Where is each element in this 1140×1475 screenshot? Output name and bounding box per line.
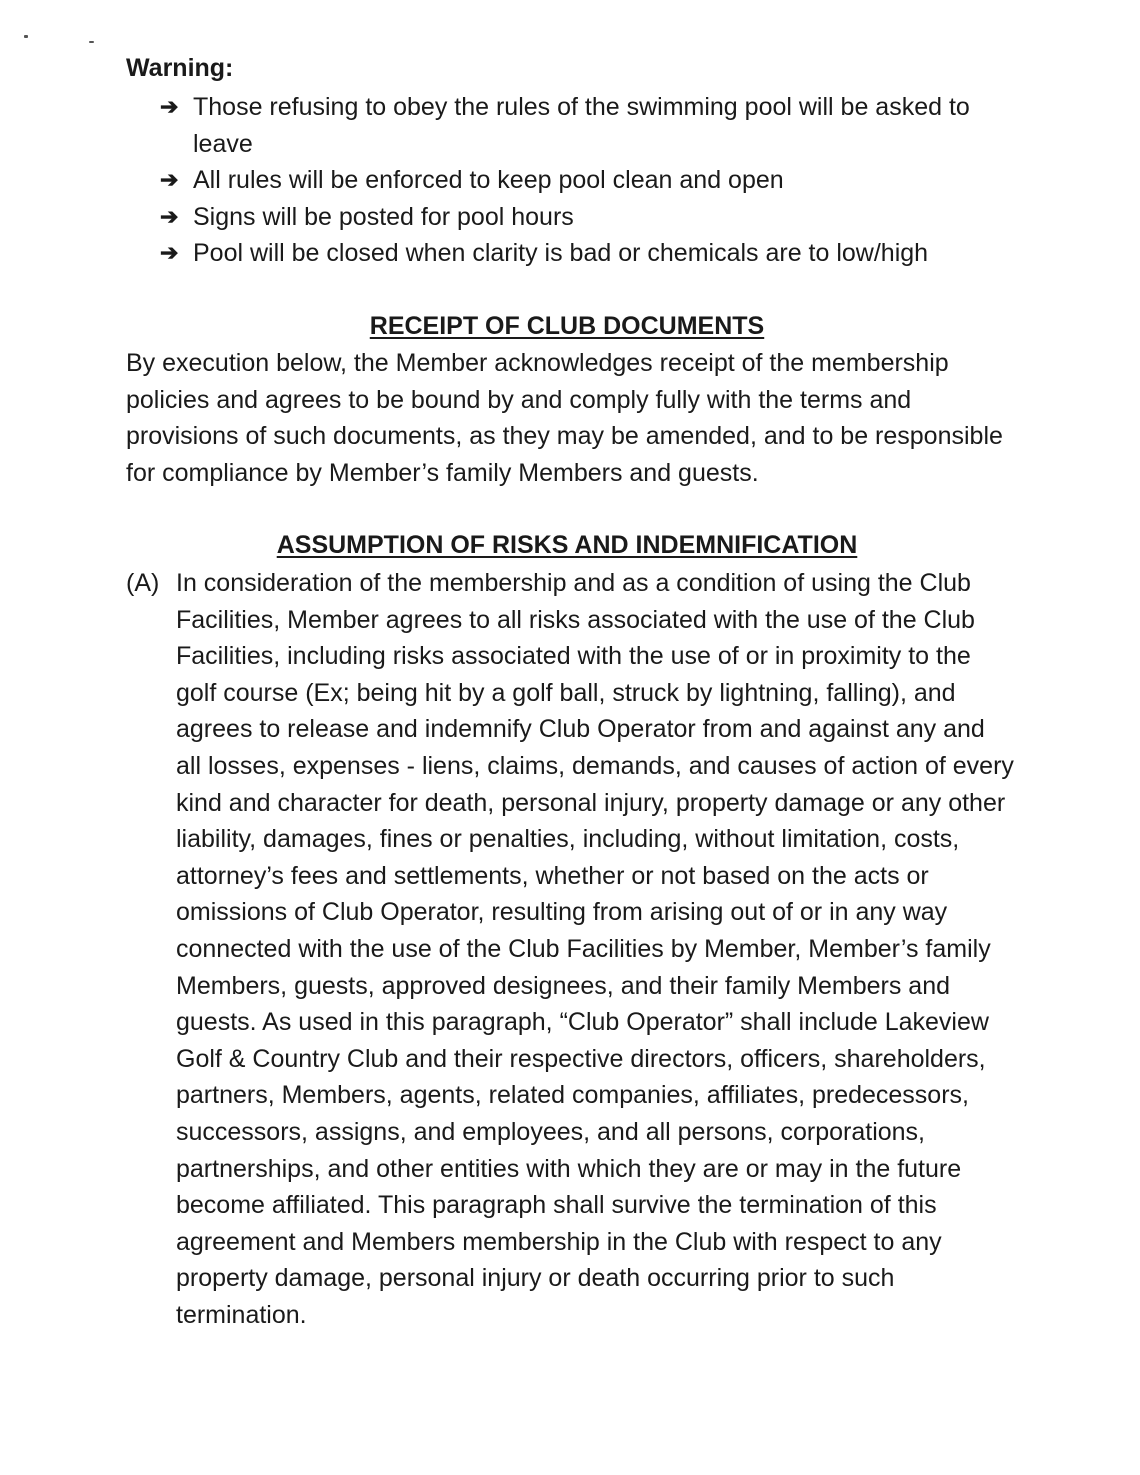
right-arrow-icon: ➔ xyxy=(160,203,179,229)
warning-item xyxy=(160,235,1020,272)
risks-section-title: ASSUMPTION OF RISKS AND INDEMNIFICATION xyxy=(276,531,858,559)
risks-paragraph-a xyxy=(126,565,1016,1333)
paragraph-label: (A) xyxy=(126,569,160,597)
scan-mark xyxy=(89,41,94,43)
warning-item-text: Those refusing to obey the rules of the swimming pool will be asked to leave xyxy=(193,93,970,158)
warning-item xyxy=(160,199,1020,236)
warning-list xyxy=(160,89,1020,272)
warning-item-text: Pool will be closed when clarity is bad or chemicals are to low/high xyxy=(193,239,929,267)
warning-item-text: Signs will be posted for pool hours xyxy=(193,202,574,231)
scan-mark xyxy=(24,35,28,38)
warning-item xyxy=(160,89,1020,162)
warning-heading: Warning: xyxy=(126,54,234,82)
warning-item-text: All rules will be enforced to keep pool clean and open xyxy=(193,166,784,194)
right-arrow-icon: ➔ xyxy=(160,167,179,192)
receipt-section-title: RECEIPT OF CLUB DOCUMENTS xyxy=(369,312,765,340)
receipt-body-text: By execution below, the Member acknowledges receipt of the membership policies and agrees to be bound by and comply fully with the terms and provisions of such documents, as they may be amended, and to be responsible for compliance by Member’s family Members and guests. xyxy=(126,349,1003,487)
warning-item xyxy=(160,162,1020,199)
right-arrow-icon: ➔ xyxy=(160,94,179,119)
paragraph-text: In consideration of the membership and as a condition of using the Club Facilities, Member agrees to all risks associated with the use of the Club Facilities, including risks associated with the use of or in proximity to the golf course (Ex; being hit by a golf ball, struck by lightning, falling), and agrees to release and indemnify Club Operator from and against any and all losses, expenses - liens, claims, demands, and causes of action of every kind and character for death, personal injury, property damage or any other liability, damages, fines or penalties, including, without limitation, costs, attorney’s fees and settlements, whether or not based on the acts or omissions of Club Operator, resulting from arising out of or in any way connected with the use of the Club Facilities by Member, Member’s family Members, guests, approved designees, and their family Members and guests. As used in this paragraph, “Club Operator” shall include Lakeview Golf & Country Club and their respective directors, officers, shareholders, partners, Members, agents, related companies, affiliates, predecessors, successors, assigns, and employees, and all persons, corporations, partnerships, and other entities with which they are or may in the future become affiliated. This paragraph shall survive the termination of this agreement and Members membership in the Club with respect to any property damage, personal injury or death occurring prior to such termination. xyxy=(176,569,1014,1329)
right-arrow-icon: ➔ xyxy=(160,240,179,265)
